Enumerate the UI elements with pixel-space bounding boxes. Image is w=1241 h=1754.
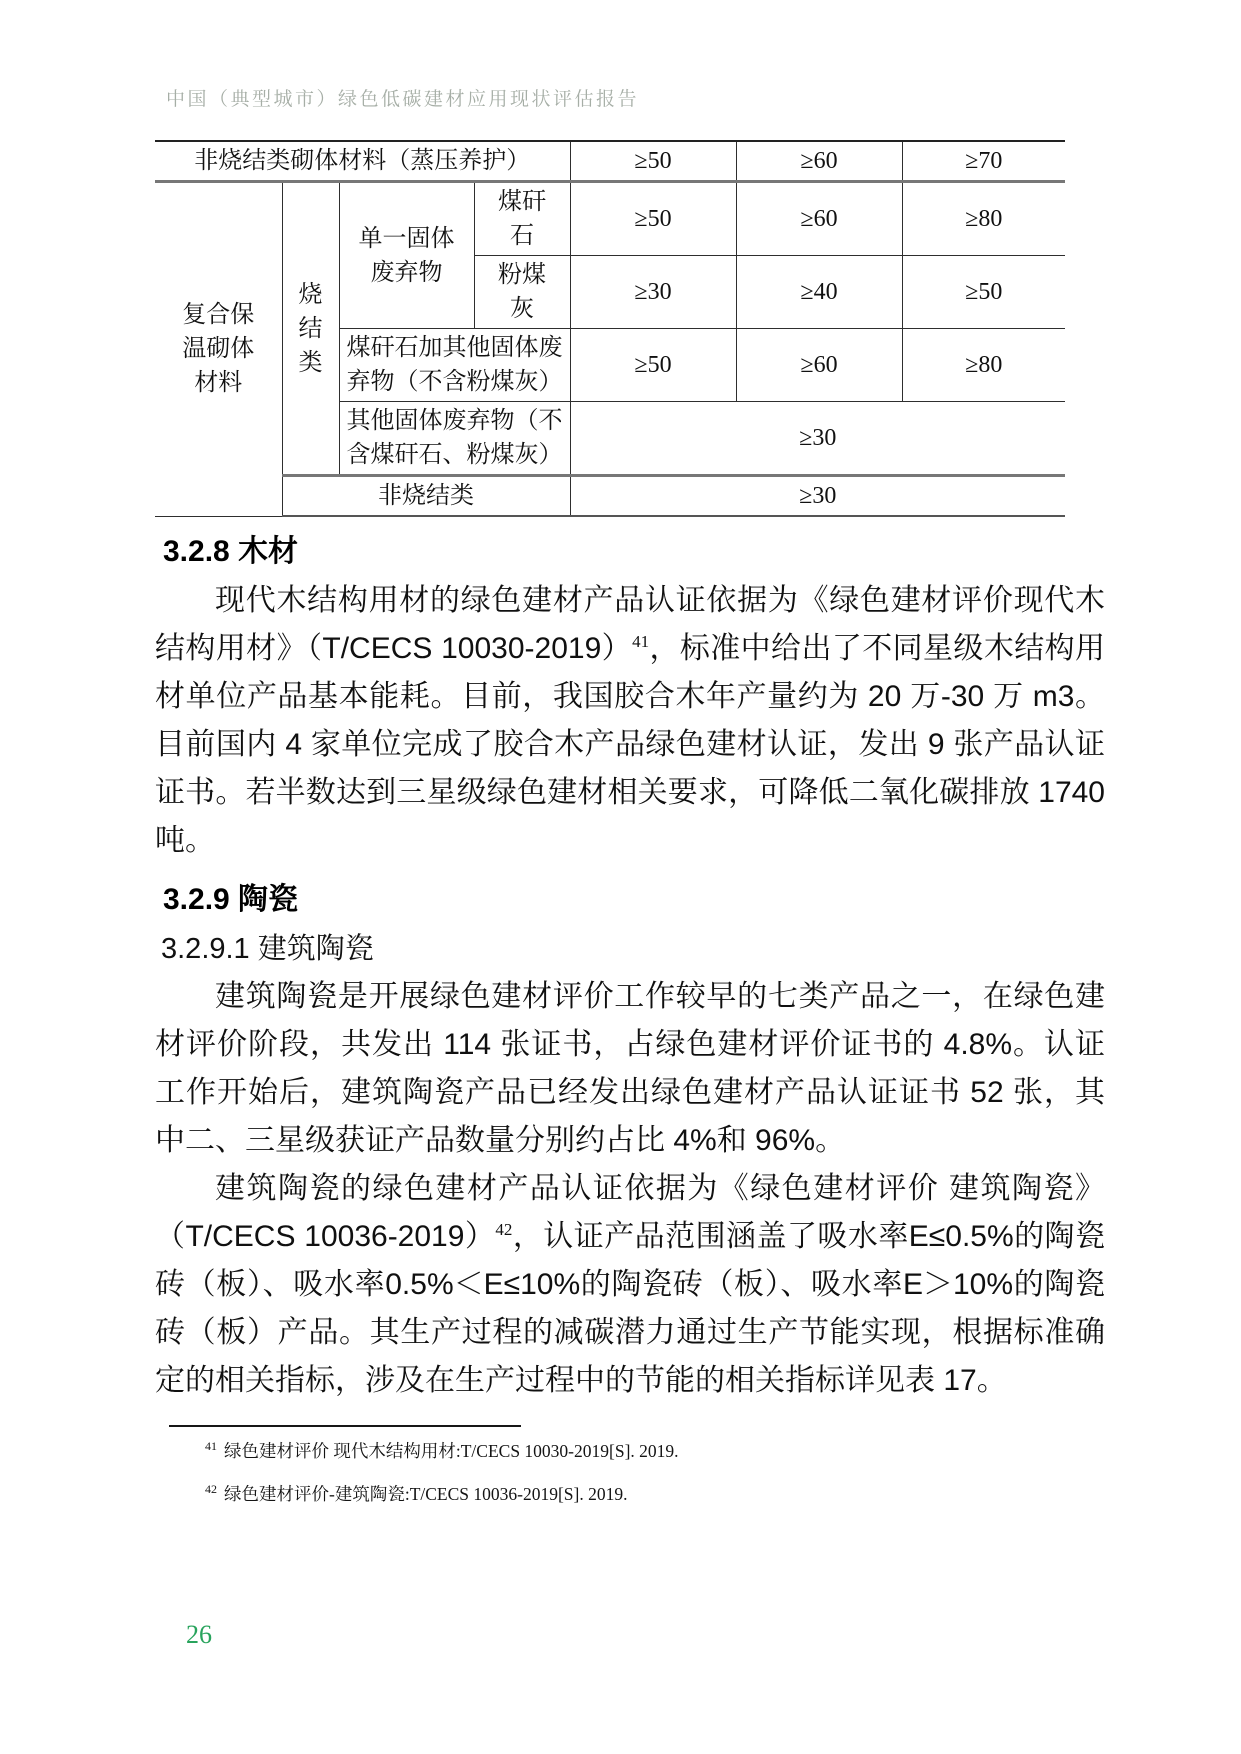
fired-label-text: 烧结类: [298, 281, 323, 376]
cell-fly-ash-star1: ≥30: [570, 256, 736, 329]
footnote-ref-41: 41: [632, 632, 650, 651]
cell-coal-gangue-star3: ≥80: [902, 182, 1065, 256]
page-number: 26: [186, 1620, 212, 1649]
ceramics-standard-code: T/CECS 10036-2019: [185, 1220, 465, 1253]
coal-gangue-label-text: 煤矸石: [498, 189, 546, 249]
footnote-ref-42: 42: [495, 1220, 513, 1239]
cell-other-solid-label: 其他固体废弃物（不含煤矸石、粉煤灰）: [339, 402, 570, 476]
footnote-block: [155, 1425, 1105, 1513]
paragraph-wood: [155, 577, 1105, 865]
cell-single-solid-label: [339, 182, 474, 329]
section-heading-wood: 3.2.8 木材: [163, 535, 299, 568]
cell-gangue-plus-star2: ≥60: [736, 329, 902, 402]
footnote-number: 41: [205, 1439, 217, 1453]
cell-autoclave-star2: ≥60: [736, 141, 902, 182]
cell-coal-gangue-star2: ≥60: [736, 182, 902, 256]
cell-coal-gangue-star1: ≥50: [570, 182, 736, 256]
ceramics-text-2: ）: [464, 1220, 496, 1253]
wood-text-1: 现代木结构用材的绿色建材产品认证依据为《绿色建材评价现代木结构用材》（: [155, 584, 1105, 665]
table-row: [155, 182, 1065, 256]
running-header: 中国（典型城市）绿色低碳建材应用现状评估报告: [166, 89, 640, 110]
cell-fly-ash-label: [474, 256, 570, 329]
footnote-text: 绿色建材评价-建筑陶瓷:T/CECS 10036-2019[S]. 2019.: [224, 1483, 628, 1504]
cell-autoclave-label: 非烧结类砌体材料（蒸压养护）: [155, 141, 570, 182]
paragraph-ceramics-1: 建筑陶瓷是开展绿色建材评价工作较早的七类产品之一，在绿色建材评价阶段，共发出 114 张证书，占绿色建材评价证书的 4.8%。认证工作开始后，建筑陶瓷产品已经发出绿色建材产品认证证书 52 张，其中二、三星级获证产品数量分别约占比 4%和 96%。: [155, 980, 1105, 1157]
cell-coal-gangue-label: [474, 182, 570, 256]
section-heading-ceramics: 3.2.9 陶瓷: [163, 883, 299, 916]
ceramics-text-1: 建筑陶瓷的绿色建材产品认证依据为《绿色建材评价 建筑陶瓷》（: [155, 1172, 1105, 1253]
cell-autoclave-star3: ≥70: [902, 141, 1065, 182]
footnote-number: 42: [205, 1481, 217, 1496]
wood-standard-code: T/CECS 10030-2019: [322, 632, 602, 665]
cell-fly-ash-star2: ≥40: [736, 256, 902, 329]
cell-composite-label: [155, 182, 282, 517]
footnote-42: [155, 1470, 1105, 1513]
cell-fired-label: [282, 182, 339, 476]
table-row: [155, 141, 1065, 182]
cell-gangue-plus-star1: ≥50: [570, 329, 736, 402]
cell-fly-ash-star3: ≥50: [902, 256, 1065, 329]
cell-autoclave-star1: ≥50: [570, 141, 736, 182]
footnote-41: [155, 1427, 1105, 1470]
subsection-heading-building-ceramics: 3.2.9.1 建筑陶瓷: [161, 933, 374, 965]
table-row: [155, 476, 1065, 517]
ceramics-text-3: ，认证产品范围涵盖了吸水率E≤0.5%的陶瓷砖（板）、吸水率0.5%＜E≤10%的陶瓷砖（板）、吸水率E＞10%的陶瓷砖（板）产品。其生产过程的减碳潜力通过生产节能实现，根据标准确定的相关指标，涉及在生产过程中的节能的相关指标详见表 17。: [155, 1220, 1106, 1397]
cell-non-fired-label: 非烧结类: [282, 476, 570, 517]
paragraph-ceramics-2: [155, 1165, 1105, 1405]
cell-non-fired-value: ≥30: [570, 476, 1065, 517]
cell-gangue-plus-label: 煤矸石加其他固体废弃物（不含粉煤灰）: [339, 329, 570, 402]
single-solid-label-text: 单一固体废弃物: [358, 225, 455, 286]
cell-gangue-plus-star3: ≥80: [902, 329, 1065, 402]
composite-label-text: 复合保温砌体材料: [182, 302, 255, 397]
page-content: [155, 140, 1105, 1513]
fly-ash-label-text: 粉煤灰: [498, 262, 546, 322]
footnote-text: 绿色建材评价 现代木结构用材:T/CECS 10030-2019[S]. 2019.: [224, 1440, 679, 1461]
wood-text-3: ，标准中给出了不同星级木结构用材单位产品基本能耗。目前，我国胶合木年产量约为 20 万-30 万 m3。目前国内 4 家单位完成了胶合木产品绿色建材认证，发出 9 张产品认证证书。若半数达到三星级绿色建材相关要求，可降低二氧化碳排放 1740 吨。: [155, 632, 1106, 857]
cell-other-solid-value: ≥30: [570, 402, 1065, 476]
wood-text-2: ）: [601, 632, 633, 665]
material-spec-table: [155, 140, 1065, 517]
